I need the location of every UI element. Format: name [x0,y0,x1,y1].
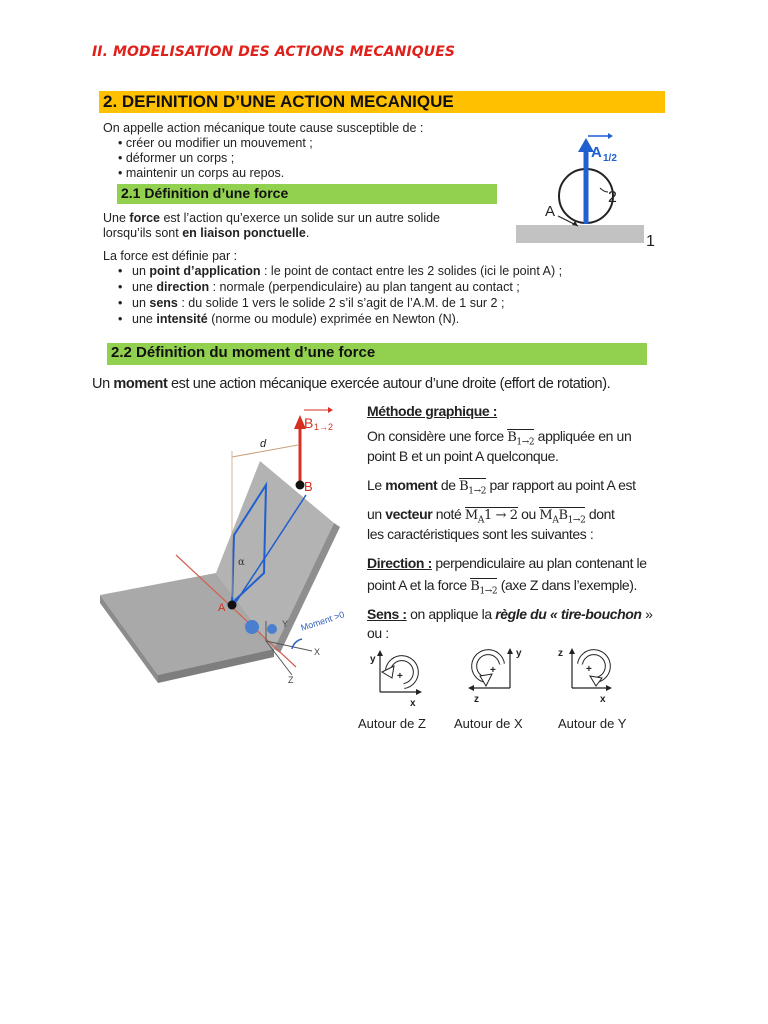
svg-text:+: + [490,665,496,676]
point-a [228,601,237,610]
section-2-title: 2. DEFINITION D’UNE ACTION MECANIQUE [103,92,454,111]
method-paragraph-1: On considère une force $B_{1\to 2}$ appliquée en un [367,428,632,448]
x-axis-label: X [314,647,321,657]
force-item-3: • un sens : du solide 1 vers le solide 2 s’il s’agit de l’A.M. de 1 sur 2 ; [118,296,505,310]
rule-x-caption: Autour de X [454,716,523,731]
method-title: Méthode graphique : [367,403,498,419]
solid-2-label: 2 [608,189,617,206]
rule-around-y [558,648,627,731]
svg-text:+: + [397,671,403,682]
section-21-header [117,184,497,204]
force-b12-subscript: 1→2 [314,422,334,432]
force-b12-label: B [304,415,314,431]
rule-y-horizontal-axis: x [600,694,606,705]
force-a12-subscript: 1/2 [603,153,617,164]
rule-y-caption: Autour de Y [558,716,627,731]
direction-line-1: Direction : perpendiculaire au plan contenant le [367,555,647,571]
sense-line-2: ou : [367,625,389,641]
rotation-symbol [245,620,259,634]
point-a-label: A [545,203,556,220]
force-contact-figure [512,130,662,252]
rule-around-z [358,650,426,731]
point-b-label: B [304,479,313,494]
solid-1-label: 1 [646,233,655,250]
rule-y-vertical-axis: z [558,648,563,659]
method-paragraph-2: Le moment de $B_{1\to 2}$ par rapport au point A est [367,477,636,497]
section-2-bullet-1: • créer ou modifier un mouvement ; [118,136,313,150]
svg-text:+: + [586,664,592,675]
force-definition-line-2: lorsqu’ils sont en liaison ponctuelle. [103,226,310,240]
section-2-bullet-3: • maintenir un corps au repos. [118,166,285,180]
force-a12-label: A [591,144,602,161]
force-item-1: • un point d’application : le point de contact entre les 2 solides (ici le point A) ; [118,264,563,278]
direction-line-2: point A et la force $B_{1\to 2}$ (axe Z dans l’exemple). [367,577,638,597]
solid-1-plane [516,225,644,243]
moment-3d-figure [96,405,358,685]
rule-x-vertical-axis: y [516,648,522,659]
force-definition-line-1: Une force est l’action qu’exerce un solide sur un autre solide [103,211,441,225]
y-axis-label: Y [282,619,289,629]
section-22-header [107,343,647,365]
section-22-title: 2.2 Définition du moment d’une force [111,344,376,361]
moment-positive-label: Moment >0 [299,609,346,633]
rule-z-horizontal-axis: x [410,698,416,709]
page-title: II. MODELISATION DES ACTIONS MECANIQUES [92,44,456,60]
alpha-label: α [238,557,245,568]
sense-line-1: Sens : on applique la règle du « tire-bouchon » [367,606,653,622]
force-item-4: • une intensité (norme ou module) exprimée en Newton (N). [118,312,460,326]
section-2-header [99,91,665,113]
rule-x-horizontal-axis: z [474,694,479,705]
rule-around-x [454,648,523,731]
rotation-rules [356,642,646,734]
z-axis-label: Z [288,675,294,685]
moment-intro: Un moment est une action mécanique exercée autour d’une droite (effort de rotation). [92,376,611,392]
section-21-title: 2.1 Définition d’une force [121,185,289,201]
force-defined-by: La force est définie par : [103,249,238,263]
rule-z-caption: Autour de Z [358,716,426,731]
rule-z-vertical-axis: y [370,654,376,665]
method-paragraph-1b: point B et un point A quelconque. [367,448,559,464]
force-item-2: • une direction : normale (perpendiculaire) au plan tangent au contact ; [118,280,520,294]
method-paragraph-3: un vecteur noté $M_A1 \to 2$ ou $M_AB_{1\to 2}$ dont [367,506,615,526]
point-a-label: A [218,602,226,614]
distance-label: d [260,438,267,450]
section-2-bullet-2: • déformer un corps ; [118,151,235,165]
section-2-intro: On appelle action mécanique toute cause susceptible de : [103,121,424,135]
method-paragraph-4: les caractéristiques sont les suivantes : [367,526,594,542]
